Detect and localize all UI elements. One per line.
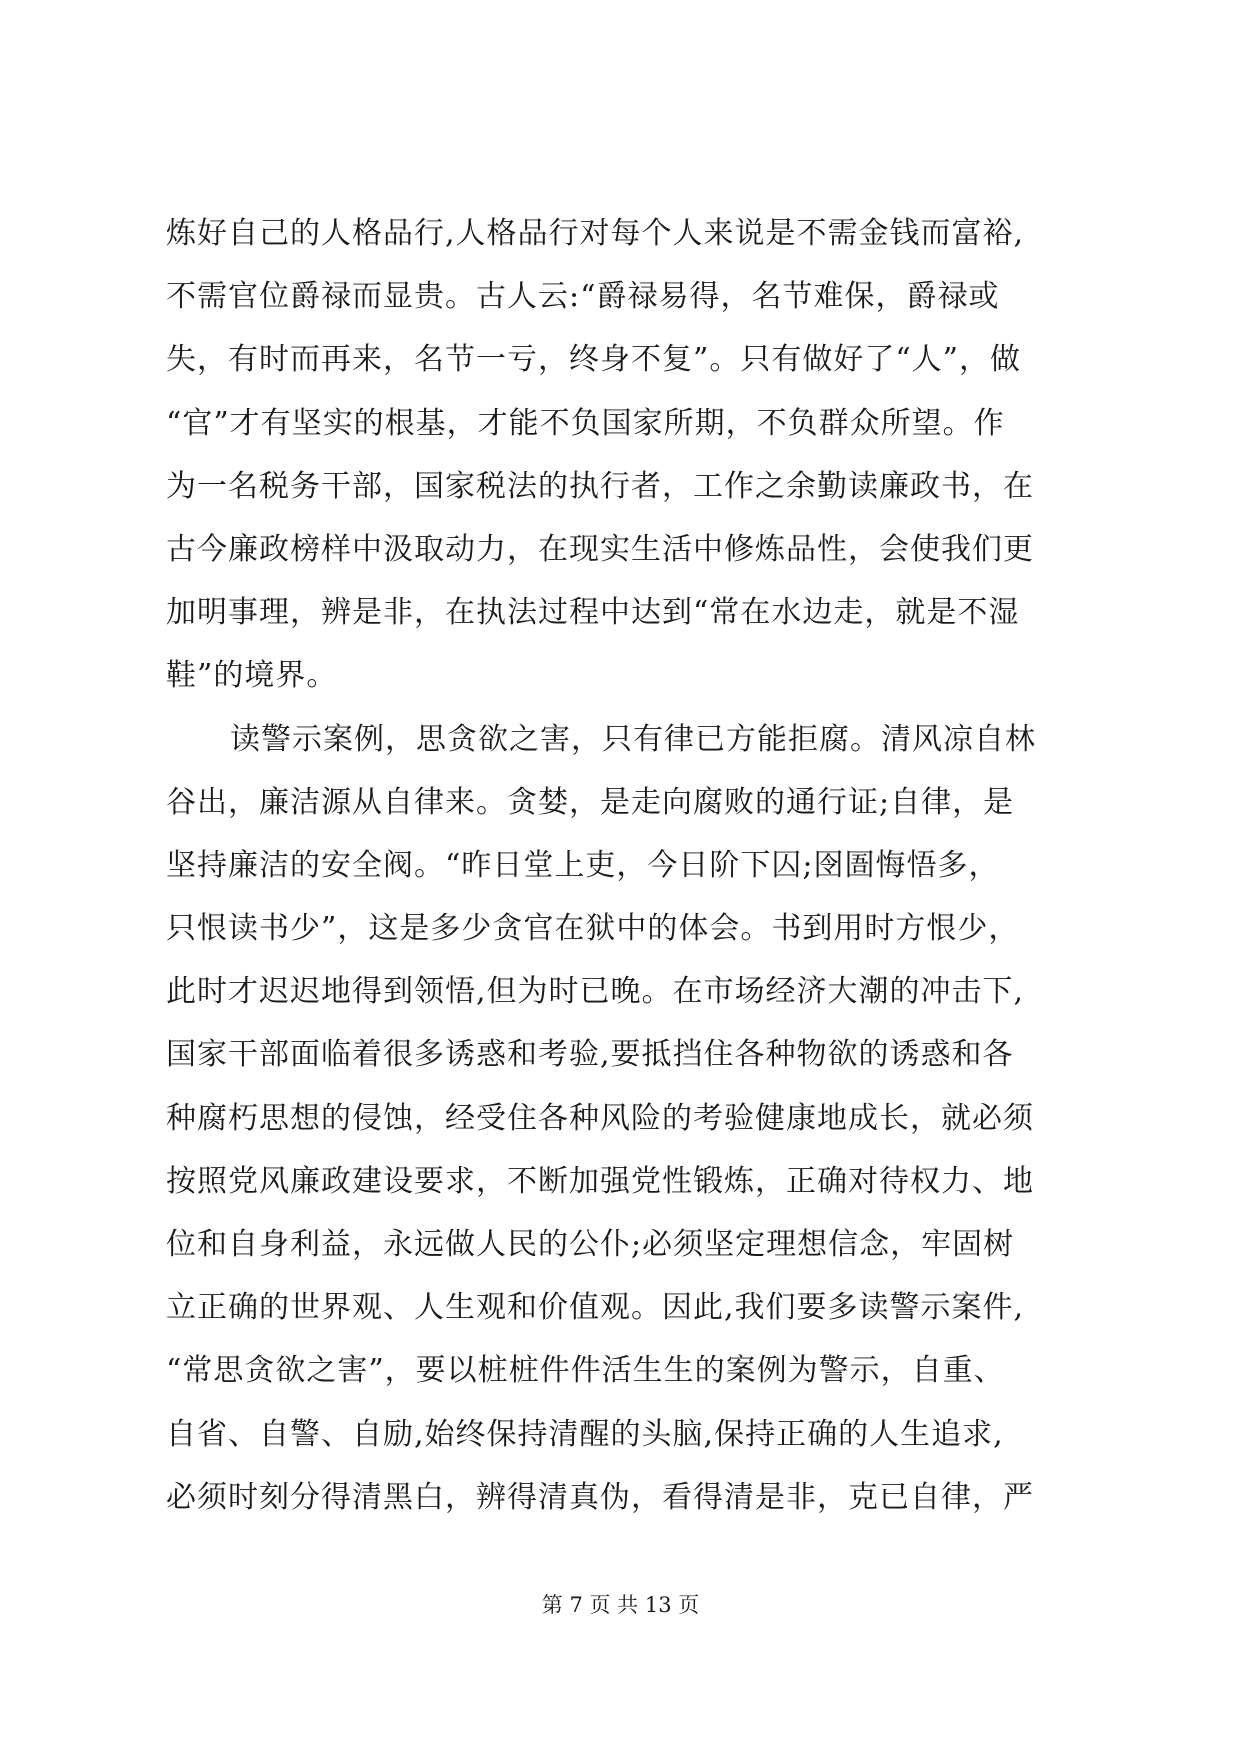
text-line: 国家干部面临着很多诱惑和考验,要抵挡住各种物欲的诱惑和各 xyxy=(166,1037,1014,1073)
text-line: 种腐朽思想的侵蚀，经受住各种风险的考验健康地成长，就必须 xyxy=(166,1100,1034,1136)
text-line: 加明事理，辨是非，在执法过程中达到“常在水边走，就是不湿 xyxy=(166,595,1020,631)
text-line: 为一名税务干部，国家税法的执行者，工作之余勤读廉政书，在 xyxy=(166,468,1034,504)
text-line: 位和自身利益，永远做人民的公仆;必须坚定理想信念，牢固树 xyxy=(166,1227,1015,1262)
paragraph-start-line: 读警示案例，思贪欲之害，只有律已方能拒腐。清风凉自林 xyxy=(230,721,1036,757)
text-line: 必须时刻分得清黑白，辨得清真伪，看得清是非，克已自律，严 xyxy=(166,1479,1034,1515)
text-line: 坚持廉洁的安全阀。“昨日堂上吏，今日阶下囚;囹圄悔悟多， xyxy=(166,847,1000,883)
body-text xyxy=(166,202,1096,1529)
text-line: “常思贪欲之害”，要以桩桩件件活生生的案例为警示，自重、 xyxy=(166,1353,1005,1389)
text-line: 立正确的世界观、人生观和价值观。因此,我们要多读警示案件, xyxy=(166,1290,1025,1326)
text-line: 自省、自警、自励,始终保持清醒的头脑,保持正确的人生追求, xyxy=(166,1416,1004,1452)
text-line: “官”才有坚实的根基，才能不负国家所期，不负群众所望。作 xyxy=(166,405,1005,441)
text-line: 炼好自己的人格品行,人格品行对每个人来说是不需金钱而富裕, xyxy=(166,216,1025,251)
text-line: 不需官位爵禄而显贵。古人云:“爵禄易得，名节难保，爵禄或 xyxy=(166,279,1000,315)
text-line: 谷出，廉洁源从自律来。贪婪，是走向腐败的通行证;自律，是 xyxy=(166,784,1015,820)
text-line: 鞋”的境界。 xyxy=(166,658,338,694)
text-line: 按照党风廉政建设要求，不断加强党性锻炼，正确对待权力、地 xyxy=(166,1163,1034,1199)
text-line: 只恨读书少”，这是多少贪官在狱中的体会。书到用时方恨少， xyxy=(166,911,1020,947)
text-line: 失，有时而再来，名节一亏，终身不复”。只有做好了“人”，做 xyxy=(166,342,1022,378)
page-number-footer: 第 7 页 共 13 页 xyxy=(541,1593,700,1617)
text-line: 古今廉政榜样中汲取动力，在现实生活中修炼品性，会使我们更 xyxy=(166,531,1034,567)
text-line: 此时才迟迟地得到领悟,但为时已晚。在市场经济大潮的冲击下, xyxy=(166,974,1025,1010)
